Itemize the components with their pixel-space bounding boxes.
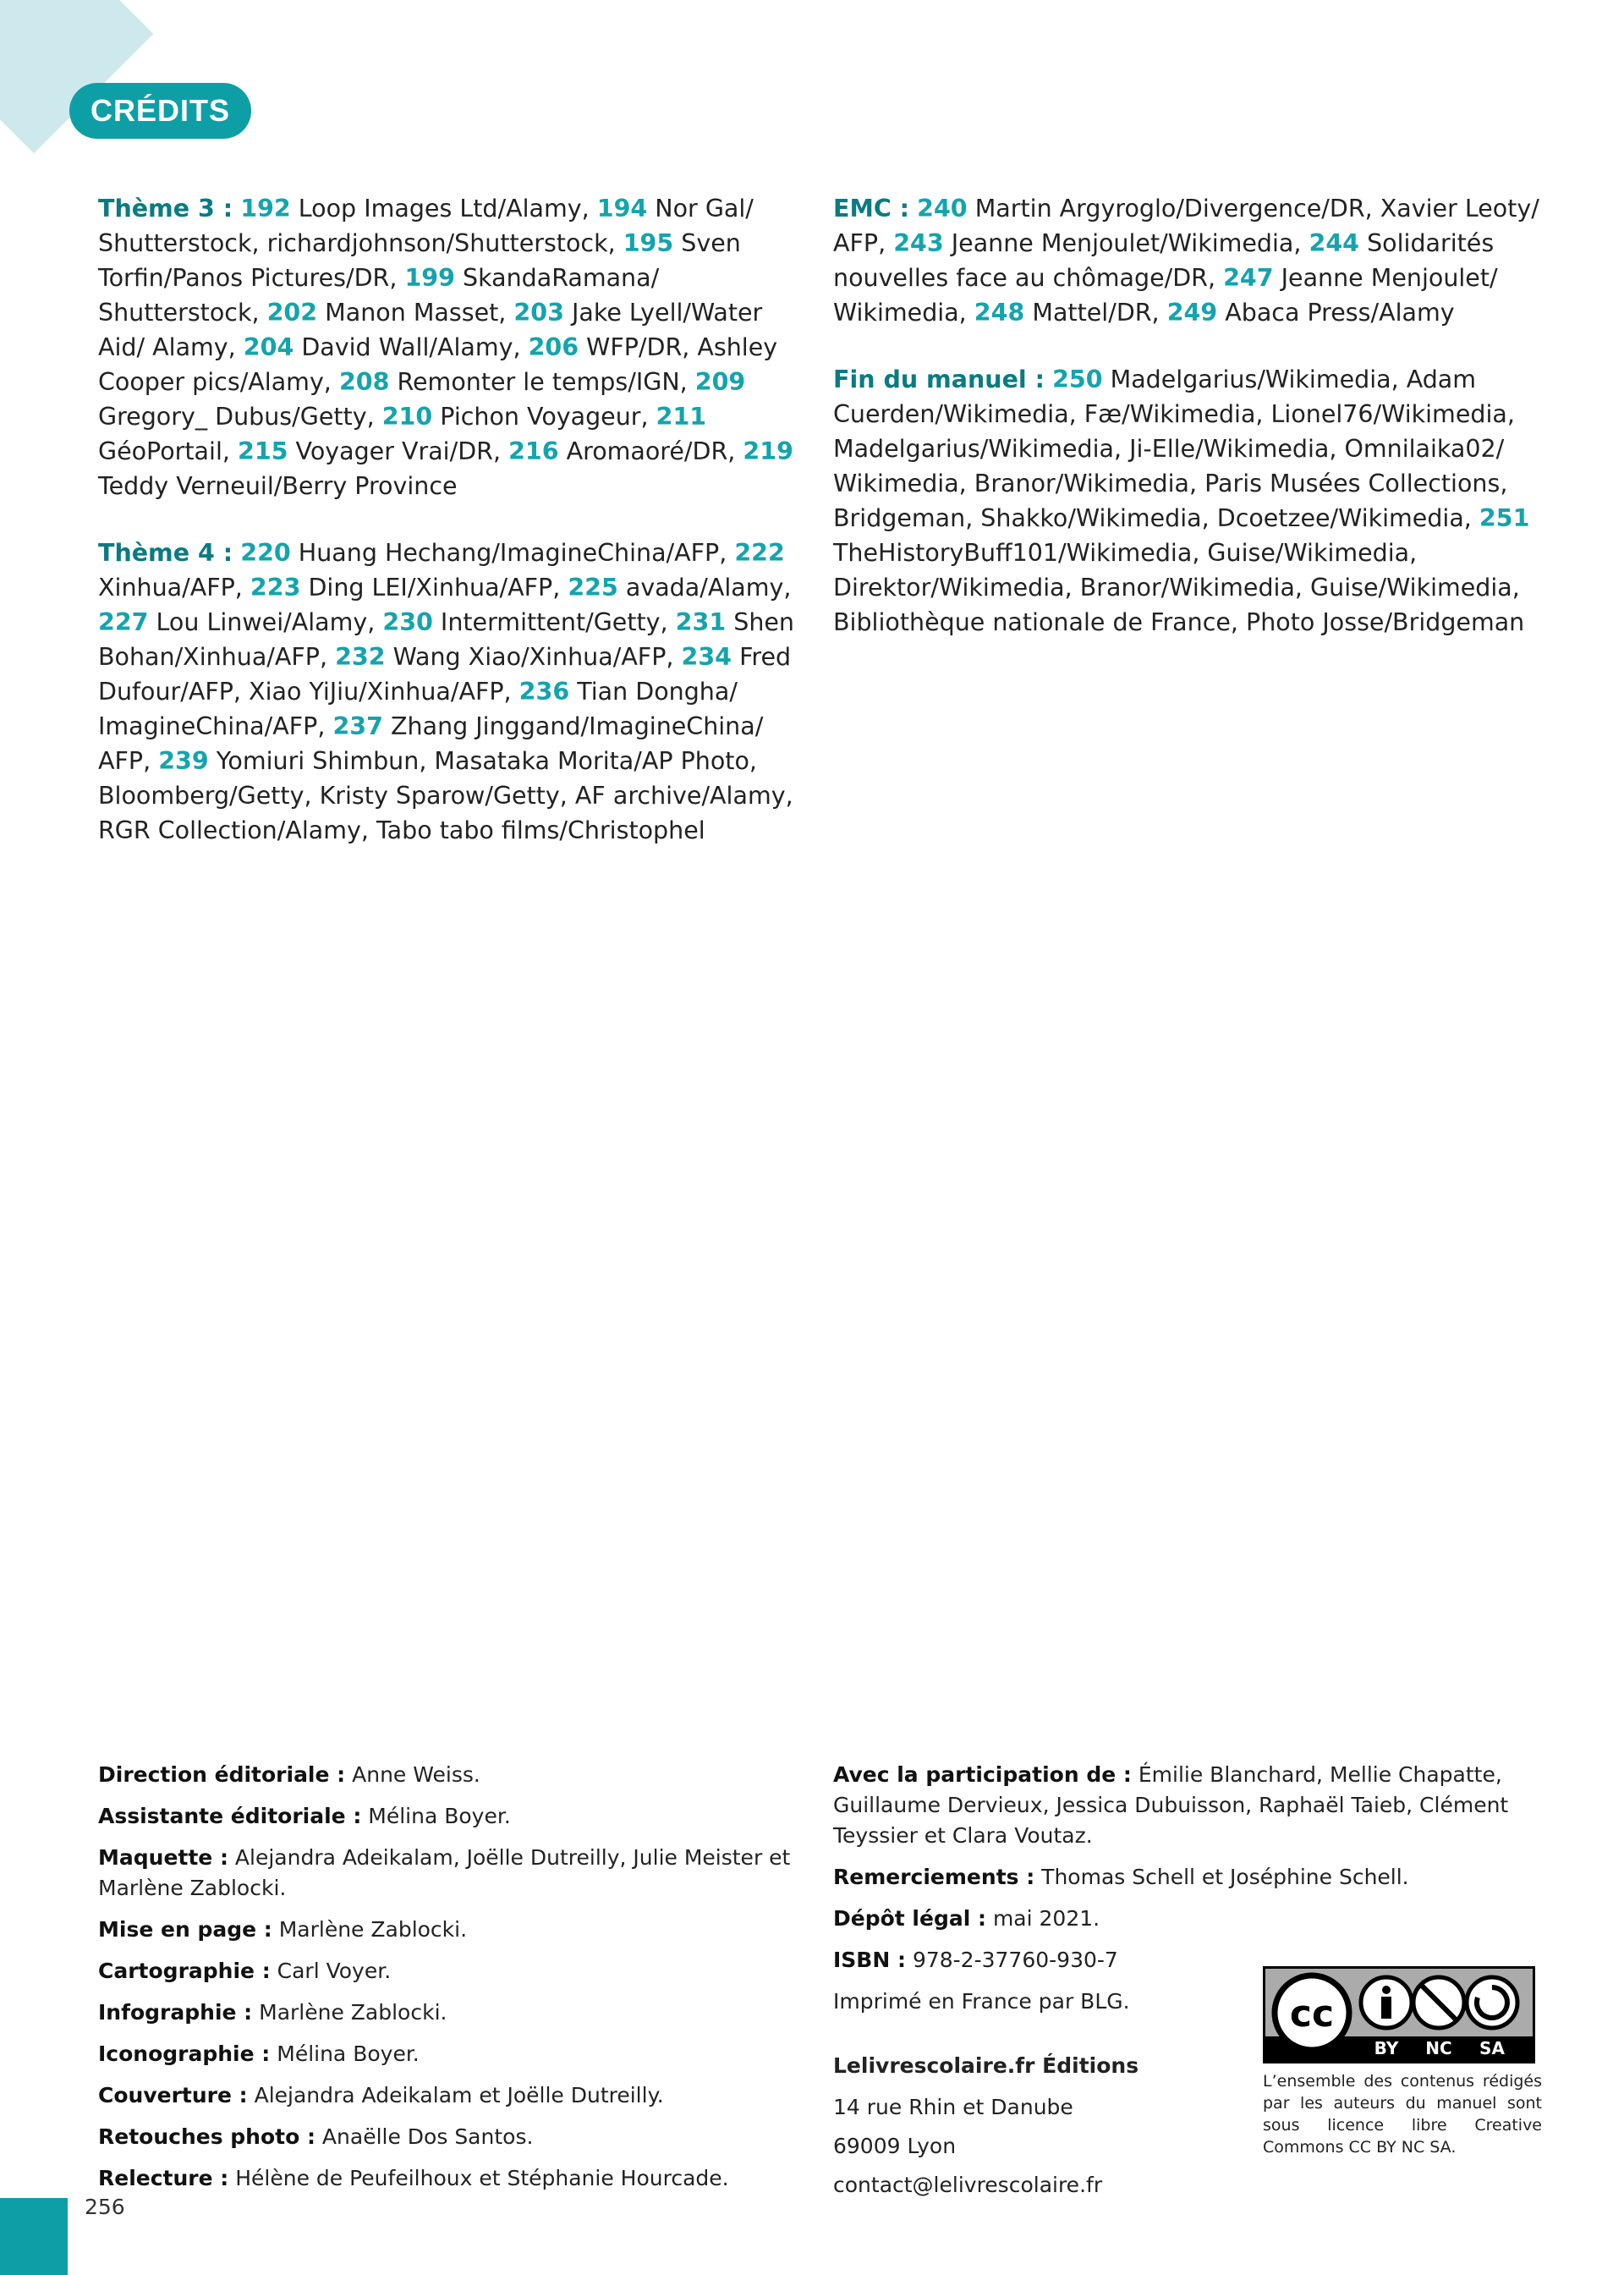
credit-page-number: 211 (656, 403, 707, 431)
cc-logo-text: cc (1289, 1992, 1335, 2036)
credit-page-number: 248 (974, 299, 1025, 327)
nc-label: NC (1425, 2038, 1452, 2058)
staff-line (98, 2080, 809, 2111)
staff-label: Retouches photo : (98, 2124, 315, 2149)
credit-page-number: 199 (404, 264, 455, 292)
credit-text: Martin Argyroglo/Divergence/DR, Xavier Leoty/ AFP, (833, 195, 1539, 257)
section-label: Thème 3 : (98, 195, 233, 223)
credit-text: Huang Hechang/ImagineChina/AFP, (290, 539, 735, 567)
credit-text: avada/Alamy, (617, 574, 792, 602)
credit-text: Tian Dongha/ ImagineChina/AFP, (98, 678, 738, 740)
staff-label: Iconographie : (98, 2041, 271, 2066)
credit-text: Zhang Jinggand/ImagineChina/ AFP, (98, 712, 764, 775)
credit-page-number: 210 (381, 403, 433, 431)
credit-page-number: 239 (158, 747, 209, 775)
by-body-icon (1381, 1997, 1391, 2019)
credit-text: Jeanne Menjoulet/ Wikimedia, (833, 264, 1498, 327)
staff-label: Avec la participation de : (833, 1762, 1132, 1787)
staff-label: Dépôt légal : (833, 1906, 986, 1931)
license-note: L’ensemble des contenus rédigés par les auteurs du manuel sont sous licence libre Creative Commons CC BY NC SA. (1263, 2072, 1542, 2157)
credit-page-number: 236 (518, 678, 570, 706)
credit-text: Xinhua/AFP, (98, 574, 250, 602)
footer-accent-bar (0, 2198, 68, 2275)
staff-line (98, 2163, 809, 2194)
credit-section (833, 191, 1577, 330)
staff-value: Hélène de Peufeilhoux et Stéphanie Hourcade. (228, 2166, 729, 2190)
staff-value: Imprimé en France par BLG. (833, 1989, 1130, 2014)
credit-text: Mattel/DR, (1024, 299, 1167, 327)
credit-page-number: 231 (675, 608, 727, 636)
credit-page-number: 230 (382, 608, 433, 636)
section-label: Thème 4 : (98, 539, 233, 567)
credit-text: Sven Torfin/Panos Pictures/DR, (98, 229, 741, 292)
credit-section (833, 362, 1577, 640)
staff-line (833, 1760, 1544, 1851)
by-head-icon (1382, 1986, 1391, 1994)
credit-page-number: 204 (243, 333, 294, 361)
credit-text: GéoPortail, (98, 437, 238, 465)
staff-value: Anaëlle Dos Santos. (315, 2124, 534, 2149)
credits-column-right (833, 191, 1577, 672)
staff-label: Direction éditoriale : (98, 1762, 346, 1787)
credit-text: Pichon Voyageur, (432, 403, 656, 431)
credit-page-number: 232 (335, 643, 386, 671)
staff-value: Marlène Zablocki. (272, 1917, 468, 1942)
staff-label: Cartographie : (98, 1959, 271, 1983)
credit-text: Intermittent/Getty, (432, 608, 676, 636)
credit-page-number: 192 (240, 195, 291, 223)
credit-page-number: 251 (1479, 504, 1530, 532)
credit-page-number: 209 (694, 368, 746, 396)
cc-license-graphic (1265, 1969, 1533, 2061)
cc-license-badge (1263, 1966, 1535, 2063)
publisher-email[interactable]: contact@lelivrescolaire.fr (833, 2173, 1103, 2197)
sa-label: SA (1479, 2038, 1505, 2058)
staff-value: Alejandra Adeikalam et Joëlle Dutreilly. (247, 2083, 664, 2107)
staff-line (98, 2039, 809, 2069)
staff-label: Couverture : (98, 2083, 248, 2107)
page-title: CRÉDITS (69, 83, 251, 139)
credit-text: Yomiuri Shimbun, Masataka Morita/AP Photo, Bloomberg/Getty, Kristy Sparow/Getty, AF archive/Alamy, RGR Collection/Alamy, Tabo tabo films/Christophel (98, 747, 793, 844)
staff-label: Relecture : (98, 2166, 229, 2190)
staff-line (98, 1997, 809, 2028)
staff-value: Carl Voyer. (270, 1959, 392, 1983)
publisher-city: 69009 Lyon (833, 2134, 957, 2158)
credit-text: Abaca Press/Alamy (1217, 299, 1455, 327)
credit-page-number: 223 (250, 574, 301, 602)
credit-page-number: 243 (893, 229, 944, 257)
credit-page-number: 237 (332, 712, 383, 740)
credit-page-number: 208 (338, 368, 390, 396)
credit-section (98, 191, 800, 503)
credit-page-number: 195 (623, 229, 674, 257)
staff-line (98, 1760, 809, 1790)
credit-text: Fred Dufour/AFP, Xiao YiJiu/Xinhua/AFP, (98, 643, 792, 706)
credit-page-number: 250 (1052, 365, 1103, 393)
credit-page-number: 216 (508, 437, 559, 465)
credit-page-number: 247 (1223, 264, 1274, 292)
credit-text: Remonter le temps/IGN, (389, 368, 695, 396)
credit-text: Teddy Verneuil/Berry Province (98, 472, 458, 500)
credit-text: Gregory_ Dubus/Getty, (98, 403, 382, 431)
credit-text: WFP/DR, Ashley Cooper pics/Alamy, (98, 333, 778, 396)
staff-value: Anne Weiss. (345, 1762, 480, 1787)
credit-text: Loop Images Ltd/Alamy, (290, 195, 597, 223)
credits-column-left (98, 191, 800, 880)
credit-page-number: 227 (98, 608, 149, 636)
staff-line (98, 1956, 809, 1987)
staff-column-left (98, 1760, 809, 2205)
credit-text: Solidarités nouvelles face au chômage/DR, (833, 229, 1495, 292)
credit-text: TheHistoryBuff101/Wikimedia, Guise/Wikimedia, Direktor/Wikimedia, Branor/Wikimedia, Guise/Wikimedia, Bibliothèque nationale de France, Photo Josse/Bridgeman (833, 539, 1525, 636)
staff-label: Infographie : (98, 2000, 253, 2025)
by-label: BY (1374, 2038, 1399, 2058)
publisher-street: 14 rue Rhin et Danube (833, 2095, 1073, 2119)
credit-text: Jake Lyell/Water Aid/ Alamy, (98, 299, 763, 361)
credit-page-number: 206 (528, 333, 579, 361)
staff-label: ISBN : (833, 1948, 906, 1972)
staff-value: mai 2021. (986, 1906, 1100, 1931)
credit-page-number: 244 (1309, 229, 1360, 257)
staff-value: 978-2-37760-930-7 (906, 1948, 1118, 1972)
credit-text: Jeanne Menjoulet/Wikimedia, (943, 229, 1309, 257)
staff-value: Mélina Boyer. (361, 1804, 511, 1828)
credit-page-number: 219 (743, 437, 793, 465)
credit-text: Nor Gal/ Shutterstock, richardjohnson/Shutterstock, (98, 195, 754, 257)
credit-page-number: 240 (917, 195, 968, 223)
credit-text: Shen Bohan/Xinhua/AFP, (98, 608, 794, 671)
staff-value: Marlène Zablocki. (252, 2000, 447, 2025)
section-label: EMC : (833, 195, 910, 223)
credit-text: Wang Xiao/Xinhua/AFP, (385, 643, 682, 671)
credit-text: Madelgarius/Wikimedia, Adam Cuerden/Wikimedia, Fæ/Wikimedia, Lionel76/Wikimedia, Madelgarius/Wikimedia, Ji-Elle/Wikimedia, Omnilaika02/ Wikimedia, Branor/Wikimedia, Paris Musées Collections, Bridgeman, Shakko/Wikimedia, Dcoetzee/Wikimedia, (833, 365, 1515, 532)
staff-line (833, 1862, 1544, 1893)
publisher-name: Lelivrescolaire.fr Éditions (833, 2053, 1139, 2078)
credit-page-number: 222 (734, 539, 785, 567)
credit-page-number: 249 (1166, 299, 1218, 327)
credit-page-number: 215 (237, 437, 288, 465)
credit-text: Voyager Vrai/DR, (288, 437, 509, 465)
staff-line (833, 1904, 1544, 1934)
staff-label: Mise en page : (98, 1917, 272, 1942)
credit-page-number: 203 (513, 299, 564, 327)
credit-text: Lou Linwei/Alamy, (148, 608, 383, 636)
credit-page-number: 220 (240, 539, 291, 567)
credit-text: David Wall/Alamy, (294, 333, 529, 361)
credit-text: SkandaRamana/ Shutterstock, (98, 264, 660, 327)
staff-label: Assistante éditoriale : (98, 1804, 362, 1828)
credit-page-number: 225 (568, 574, 618, 602)
staff-line (98, 1801, 809, 1832)
page-number: 256 (85, 2195, 125, 2219)
credit-text: Ding LEI/Xinhua/AFP, (300, 574, 568, 602)
staff-label: Remerciements : (833, 1865, 1035, 1889)
credit-text: Aromaoré/DR, (558, 437, 743, 465)
staff-label: Maquette : (98, 1845, 228, 1870)
credit-page-number: 194 (596, 195, 648, 223)
staff-line (98, 2122, 809, 2152)
credit-page-number: 234 (681, 643, 732, 671)
credit-text: Manon Masset, (317, 299, 514, 327)
staff-line (98, 1843, 809, 1904)
staff-value: Thomas Schell et Joséphine Schell. (1034, 1865, 1409, 1889)
credit-page-number: 202 (266, 299, 318, 327)
section-label: Fin du manuel : (833, 365, 1045, 393)
staff-value: Mélina Boyer. (270, 2041, 420, 2066)
staff-value: Alejandra Adeikalam, Joëlle Dutreilly, Julie Meister et Marlène Zablocki. (98, 1845, 791, 1900)
staff-line (98, 1915, 809, 1945)
credit-section (98, 536, 800, 848)
staff-value: Émilie Blanchard, Mellie Chapatte, Guillaume Dervieux, Jessica Dubuisson, Raphaël Taieb, Clément Teyssier et Clara Voutaz. (833, 1762, 1509, 1848)
